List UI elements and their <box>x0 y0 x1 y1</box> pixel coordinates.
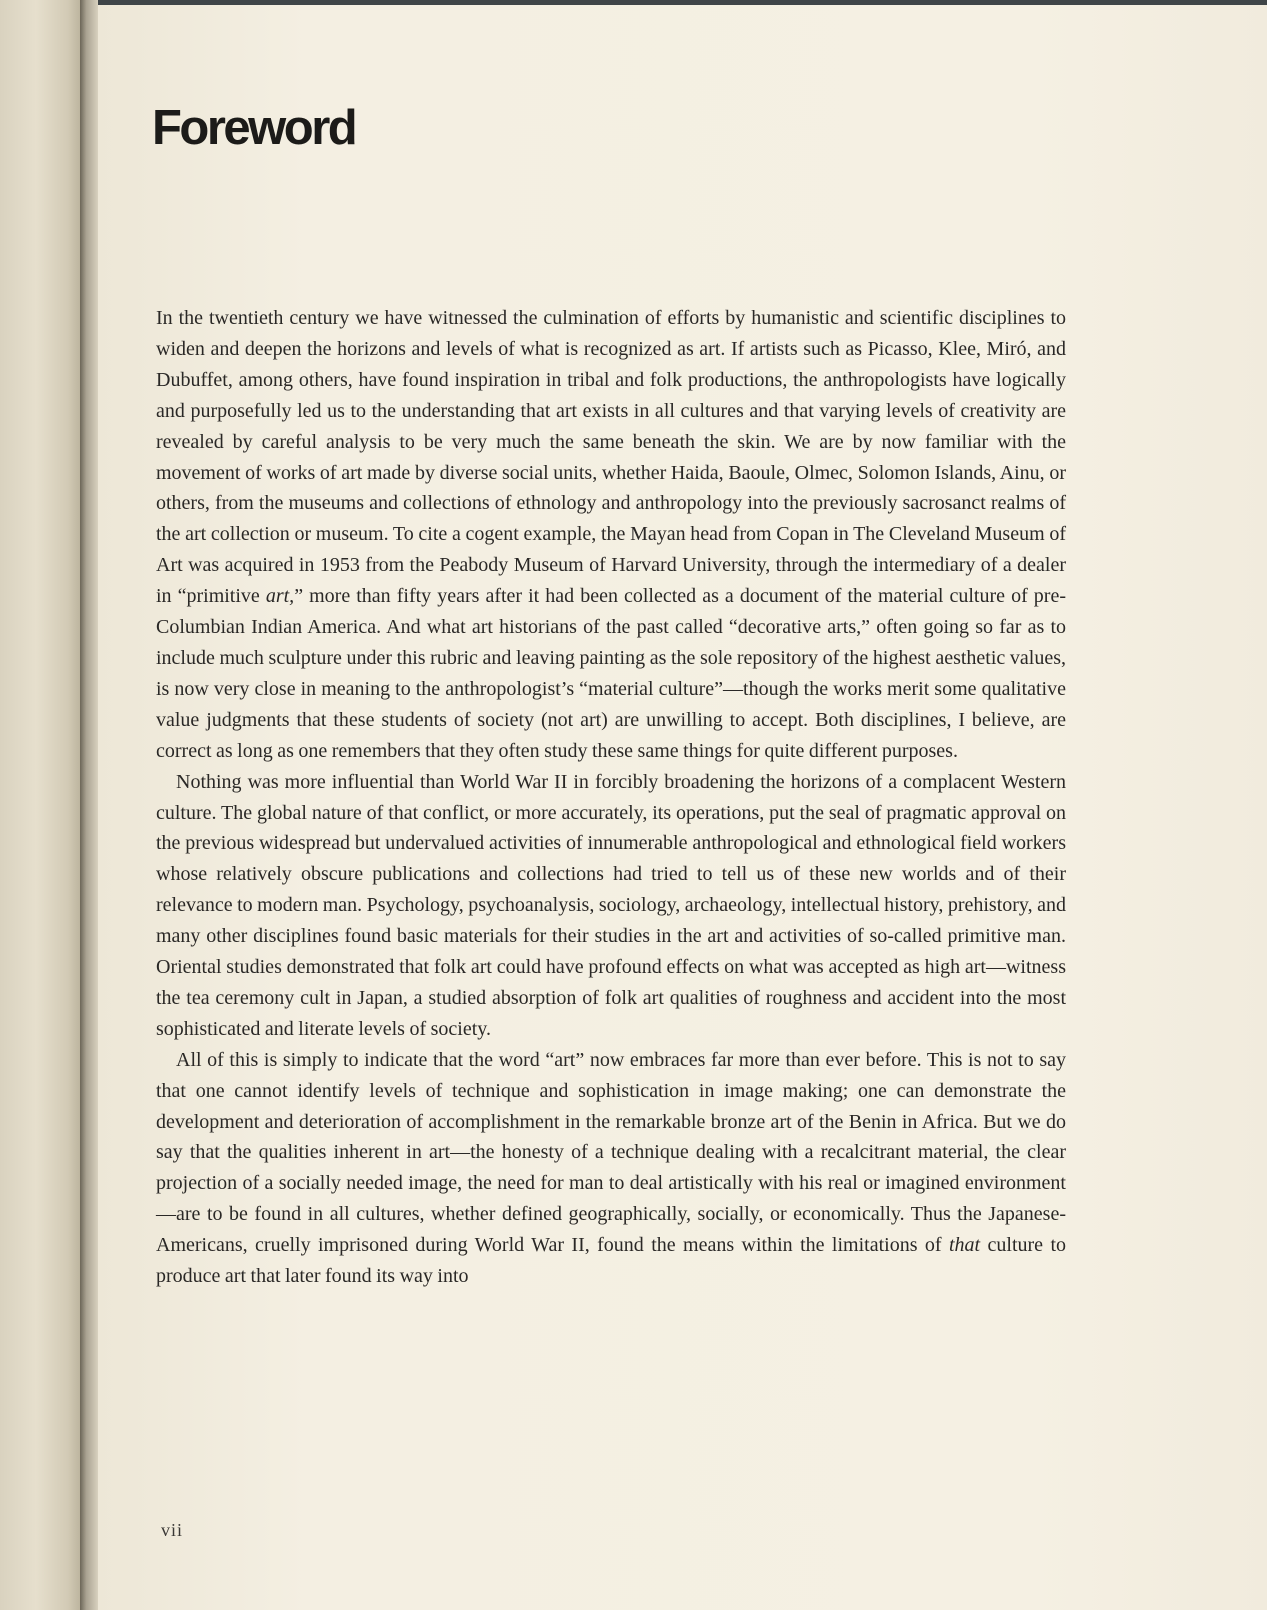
paragraph-3-text-a: All of this is simply to indicate that the word “art” now embraces far more than ever before. This is not to say that one cannot identify levels of technique and sophistication in image making; one can demonstrate the development and deterioration of accomplishment in the remarkable bronze art of the Benin in Africa. But we do say that the qualities inherent in art—the honesty of a technique dealing with a recalcitrant material, the clear projection of a socially needed image, the need for man to deal artistically with his real or imagined environment—are to be found in all cultures, whether defined geographically, socially, or economically. Thus the Japanese-Americans, cruelly imprisoned during World War II, found the means within the limitations of <box>156 1048 1066 1257</box>
paragraph-1-text-b: ” more than fifty years after it had been collected as a document of the material culture of pre-Columbian Indian America. And what art historians of the past called “decorative arts,” often going so far as to include much sculpture under this rubric and leaving painting as the sole repository of the highest aesthetic values, is now very close in meaning to the anthropologist’s “material culture”—though the works merit some qualitative value judgments that these students of society (not art) are unwilling to accept. Both disciplines, I believe, are correct as long as one remembers that they often study these same things for quite different purposes. <box>156 585 1066 762</box>
page-number: vii <box>161 1520 184 1540</box>
paragraph-3-italic-that: that <box>948 1234 981 1257</box>
paragraph-3 <box>156 1045 1066 1292</box>
foreword-body <box>156 303 1066 1292</box>
paragraph-1-text-a: In the twentieth century we have witnessed the culmination of efforts by humanistic and scientific disciplines to widen and deepen the horizons and levels of what is recognized as art. If artists such as Picasso, Klee, Miró, and Dubuffet, among others, have found inspiration in tribal and folk productions, the anthropologists have logically and purposefully led us to the understanding that art exists in all cultures and that varying levels of creativity are revealed by careful analysis to be very much the same beneath the skin. We are by now familiar with the movement of works of art made by diverse social units, whether Haida, Baoule, Olmec, Solomon Islands, Ainu, or others, from the museums and collections of ethnology and anthropology into the previously sacrosanct realms of the art collection or museum. To cite a cogent example, the Mayan head from Copan in The Cleveland Museum of Art was acquired in 1953 from the Peabody Museum of Harvard University, through the intermediary of a dealer in “primitive <box>156 307 1066 608</box>
paragraph-1-italic-art: art, <box>265 585 295 608</box>
paragraph-3-text-b: culture to produce art that later found its way into <box>156 1234 1066 1288</box>
page-title: Foreword <box>152 101 356 155</box>
facing-page-edge <box>0 0 80 1610</box>
paragraph-1 <box>156 303 1066 767</box>
paragraph-2: Nothing was more influential than World War II in forcibly broadening the horizons of a complacent Western culture. The global nature of that conflict, or more accurately, its operations, put the seal of pragmatic approval on the previous widespread but undervalued activities of innumerable anthropological and ethnological field workers whose relatively obscure publications and collections had tried to tell us of these new worlds and of their relevance to modern man. Psychology, psychoanalysis, sociology, archaeology, intellectual history, prehistory, and many other disciplines found basic materials for their studies in the art and activities of so-called primitive man. Oriental studies demonstrated that folk art could have profound effects on what was accepted as high art—witness the tea ceremony cult in Japan, a studied absorption of folk art qualities of roughness and accident into the most sophisticated and literate levels of society. <box>156 770 1066 1040</box>
book-gutter <box>80 0 98 1610</box>
